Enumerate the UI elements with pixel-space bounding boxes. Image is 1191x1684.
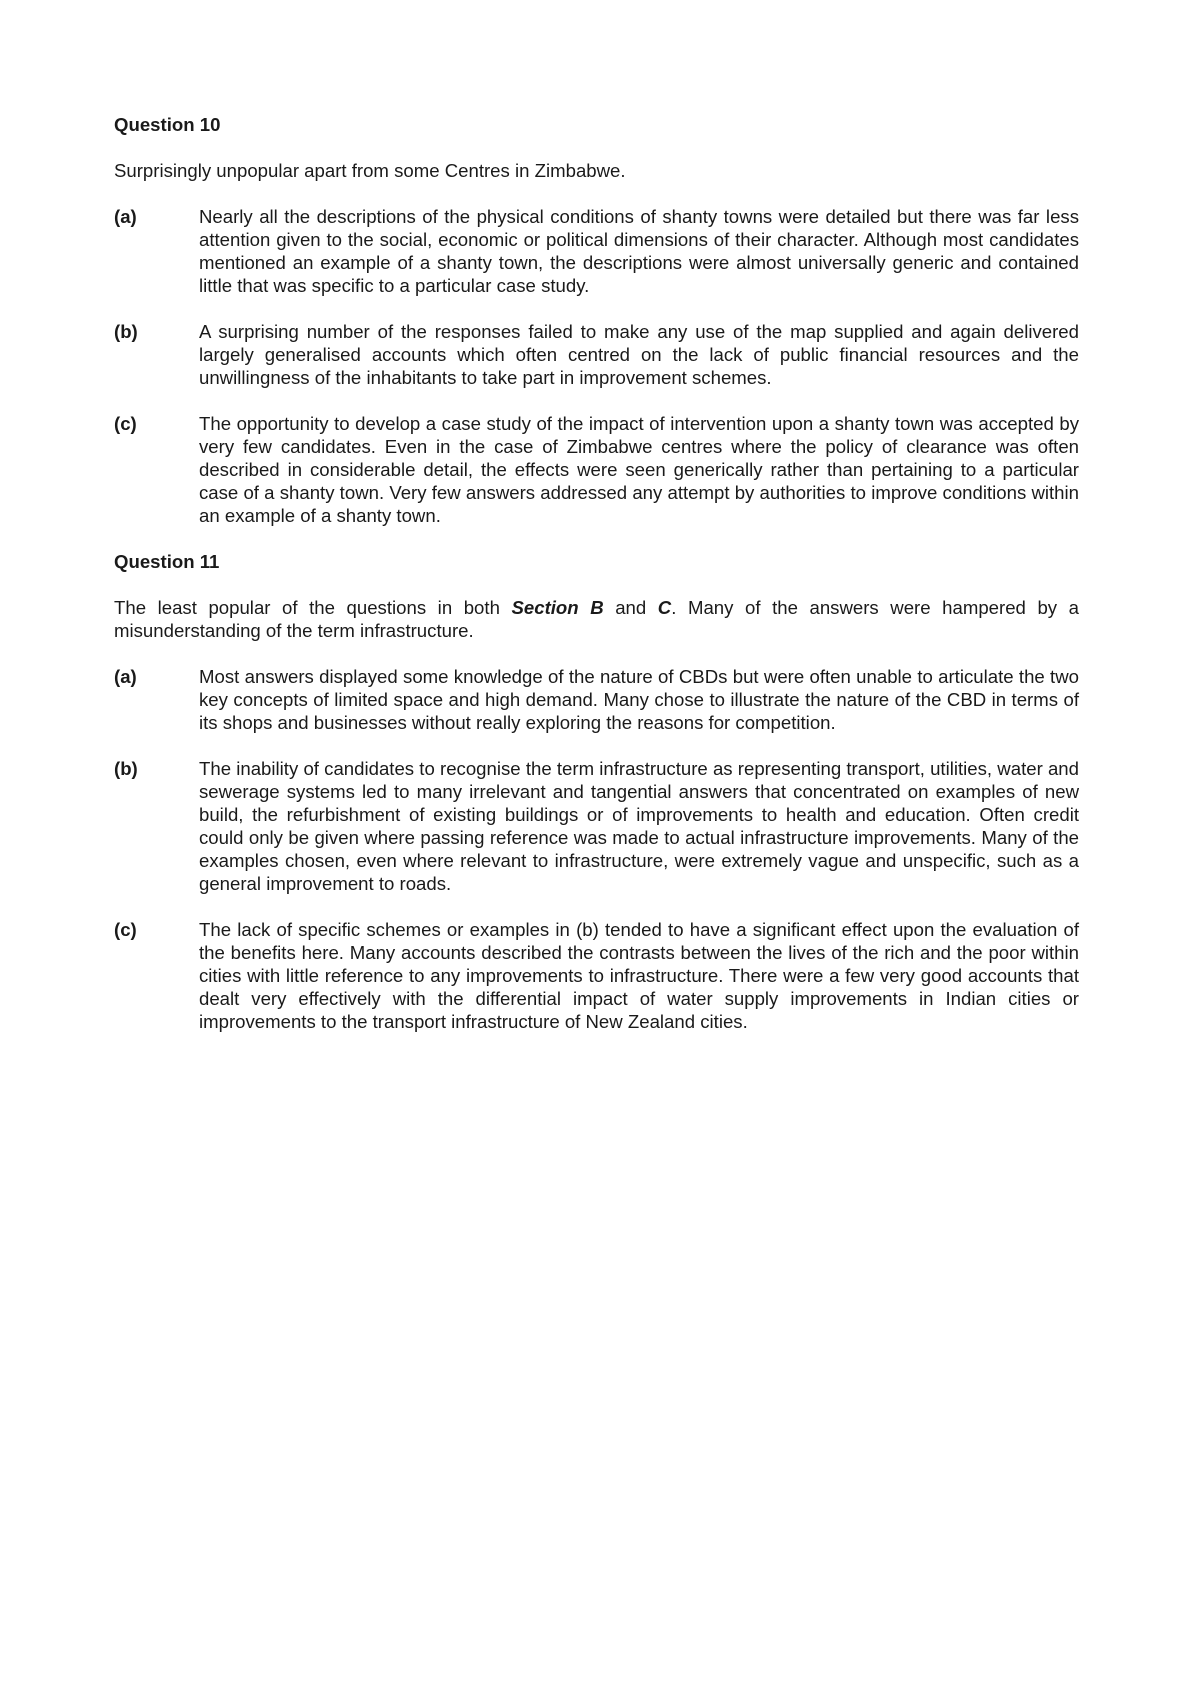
item-text: The lack of specific schemes or examples in (b) tended to have a significant effect upon the evaluation of the benefits here. Many accounts described the contrasts between the lives of the rich and the poor within cities with little reference to any improvements to infrastructure. There were a few very good accounts that dealt very effectively with the differential impact of water supply improvements in Indian cities or improvements to the transport infrastructure of New Zealand cities. [199, 919, 1079, 1032]
question-10-intro: Surprisingly unpopular apart from some Centres in Zimbabwe. [114, 160, 626, 181]
item-label: (c) [114, 919, 137, 940]
item-label: (a) [114, 206, 137, 227]
item-text: Nearly all the descriptions of the physical conditions of shanty towns were detailed but there was far less attention given to the social, economic or political dimensions of their character. Although most candidates mentioned an example of a shanty town, the descriptions were almost universally generic and contained little that was specific to a particular case study. [199, 206, 1079, 296]
question-11-intro [114, 596, 1079, 642]
intro-text: and [603, 597, 658, 618]
item-label: (b) [114, 758, 138, 779]
question-10-item-b [114, 320, 1079, 389]
item-label: (b) [114, 321, 138, 342]
question-11-section [114, 550, 1079, 1033]
section-b-emphasis: Section B [511, 597, 604, 618]
question-11-item-a [114, 665, 1079, 734]
item-text: Most answers displayed some knowledge of the nature of CBDs but were often unable to articulate the two key concepts of limited space and high demand. Many chose to illustrate the nature of the CBD in terms of its shops and businesses without really exploring the reasons for competition. [199, 666, 1079, 733]
item-text: The opportunity to develop a case study of the impact of intervention upon a shanty town was accepted by very few candidates. Even in the case of Zimbabwe centres where the policy of clearance was often described in considerable detail, the effects were seen generically rather than pertaining to a particular case of a shanty town. Very few answers addressed any attempt by authorities to improve conditions within an example of a shanty town. [199, 413, 1079, 526]
item-label: (c) [114, 413, 137, 434]
intro-text: The least popular of the questions in both [114, 597, 512, 618]
document-page [114, 113, 1079, 1056]
question-10-heading: Question 10 [114, 114, 221, 135]
item-text: A surprising number of the responses failed to make any use of the map supplied and again delivered largely generalised accounts which often centred on the lack of public financial resources and the unwillingness of the inhabitants to take part in improvement schemes. [199, 321, 1079, 388]
question-11-item-b [114, 757, 1079, 895]
question-10-item-c [114, 412, 1079, 527]
question-10-section [114, 113, 1079, 527]
intro-text: . Many of the answers were hampered by a misunderstanding of the term infrastructure. [114, 597, 1079, 641]
item-label: (a) [114, 666, 137, 687]
question-11-heading: Question 11 [114, 551, 220, 572]
item-text: The inability of candidates to recognise the term infrastructure as representing transport, utilities, water and sewerage systems led to many irrelevant and tangential answers that concentrated on examples of new build, the refurbishment of existing buildings or of improvements to health and education. Often credit could only be given where passing reference was made to actual infrastructure improvements. Many of the examples chosen, even where relevant to infrastructure, were extremely vague and unspecific, such as a general improvement to roads. [199, 758, 1079, 894]
question-10-item-a [114, 205, 1079, 297]
section-c-emphasis: C [657, 597, 672, 618]
question-11-item-c [114, 918, 1079, 1033]
